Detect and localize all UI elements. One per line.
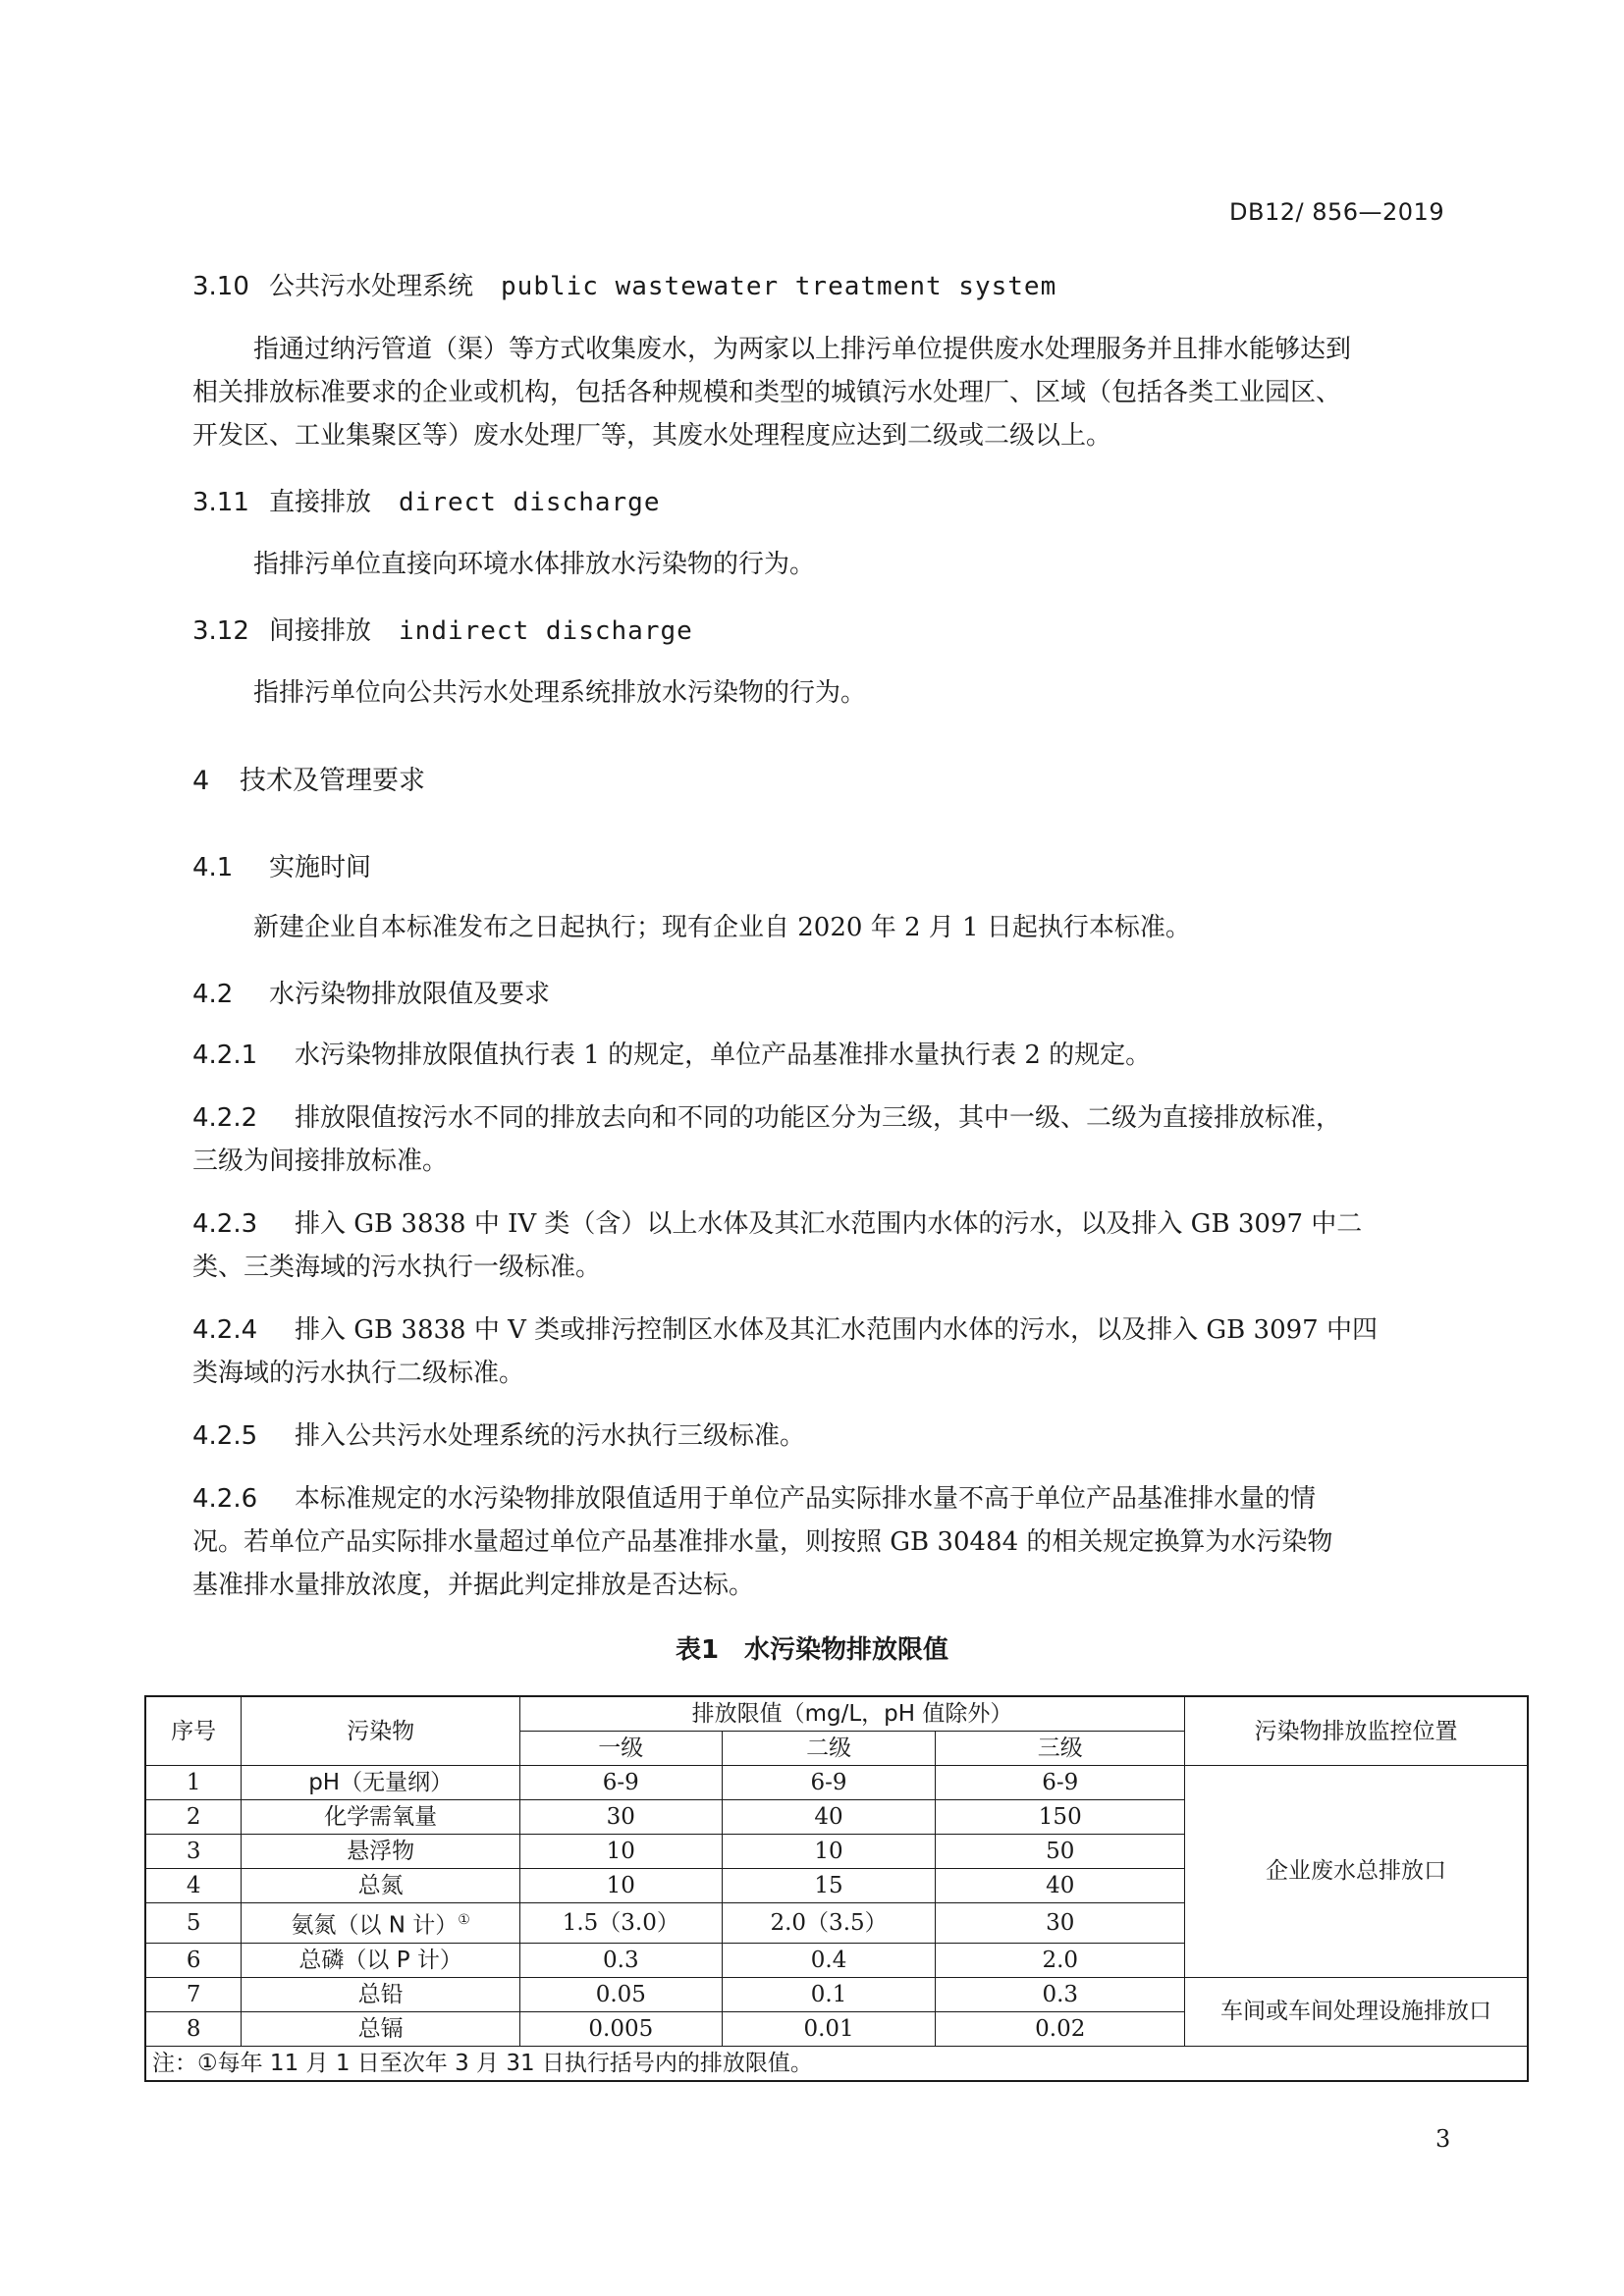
clause-4-2-4-line-2: 类海域的污水执行二级标准。 <box>192 1359 525 1388</box>
row-level-2: 10 <box>722 1835 936 1869</box>
row-level-2: 6-9 <box>722 1766 936 1800</box>
clause-4-2-1 <box>192 1034 1151 1077</box>
row-level-1: 1.5（3.0） <box>519 1903 722 1944</box>
header-level-2: 二级 <box>722 1732 936 1766</box>
section-number: 4.1 <box>192 853 234 882</box>
monitor-location-workshop-outlet: 车间或车间处理设施排放口 <box>1185 1977 1528 2046</box>
clause-4-2-6 <box>192 1477 1316 1521</box>
row-level-3: 50 <box>936 1835 1185 1869</box>
table-note: 注：①每年 11 月 1 日至次年 3 月 31 日执行括号内的排放限值。 <box>145 2046 1528 2081</box>
row-level-2: 40 <box>722 1800 936 1835</box>
row-level-2: 0.01 <box>722 2011 936 2046</box>
row-level-3: 2.0 <box>936 1943 1185 1977</box>
row-level-1: 10 <box>519 1835 722 1869</box>
clause-4-2-3-line-2: 类、三类海域的污水执行一级标准。 <box>192 1253 602 1282</box>
clause-number: 4.2.3 <box>192 1209 258 1239</box>
section-3-10-line-1: 指通过纳污管道（渠）等方式收集废水，为两家以上排污单位提供废水处理服务并且排水能够达到 <box>253 335 1352 364</box>
row-pollutant <box>242 1903 520 1944</box>
section-title-zh: 直接排放 <box>269 488 372 517</box>
header-monitor: 污染物排放监控位置 <box>1185 1696 1528 1766</box>
row-level-2: 15 <box>722 1869 936 1903</box>
clause-4-2-5 <box>192 1415 805 1458</box>
row-no: 1 <box>145 1766 242 1800</box>
page-number: 3 <box>1435 2125 1451 2153</box>
row-pollutant: 总镉 <box>242 2011 520 2046</box>
standard-code: DB12/ 856—2019 <box>1229 198 1445 226</box>
row-level-3: 0.02 <box>936 2011 1185 2046</box>
section-number: 4 <box>192 766 210 796</box>
clause-number: 4.2.2 <box>192 1103 258 1133</box>
row-no: 4 <box>145 1869 242 1903</box>
clause-4-2-6-line-3: 基准排水量排放浓度，并据此判定排放是否达标。 <box>192 1571 755 1600</box>
clause-4-2-3 <box>192 1202 1362 1246</box>
section-3-12-heading <box>192 611 693 647</box>
row-level-1: 30 <box>519 1800 722 1835</box>
header-no: 序号 <box>145 1696 242 1766</box>
row-pollutant: 总铅 <box>242 1977 520 2011</box>
row-level-3: 0.3 <box>936 1977 1185 2011</box>
section-title-en: public wastewater treatment system <box>501 272 1057 301</box>
table-1 <box>144 1695 1529 2082</box>
row-pollutant: 悬浮物 <box>242 1835 520 1869</box>
section-title: 水污染物排放限值及要求 <box>269 980 551 1009</box>
section-title: 实施时间 <box>269 853 372 882</box>
section-3-11-heading <box>192 482 660 518</box>
section-3-10-line-2: 相关排放标准要求的企业或机构，包括各种规模和类型的城镇污水处理厂、区域（包括各类工业园区、 <box>192 378 1342 407</box>
section-number: 3.11 <box>192 488 249 517</box>
clause-4-2-4 <box>192 1308 1378 1352</box>
section-3-11-text: 指排污单位直接向环境水体排放水污染物的行为。 <box>253 550 816 579</box>
section-3-12-text: 指排污单位向公共污水处理系统排放水污染物的行为。 <box>253 678 867 708</box>
clause-number: 4.2.4 <box>192 1315 258 1345</box>
row-no: 5 <box>145 1903 242 1944</box>
section-number: 3.12 <box>192 616 249 646</box>
row-level-3: 30 <box>936 1903 1185 1944</box>
monitor-location-total-outlet: 企业废水总排放口 <box>1185 1766 1528 1978</box>
table-header-row <box>145 1696 1528 1732</box>
row-pollutant: 总氮 <box>242 1869 520 1903</box>
clause-text: 排入公共污水处理系统的污水执行三级标准。 <box>295 1421 806 1451</box>
section-title-zh: 公共污水处理系统 <box>269 272 474 301</box>
clause-text: 本标准规定的水污染物排放限值适用于单位产品实际排水量不高于单位产品基准排水量的情 <box>295 1484 1317 1514</box>
row-level-1: 0.05 <box>519 1977 722 2011</box>
row-pollutant: 化学需氧量 <box>242 1800 520 1835</box>
row-pollutant: 总磷（以 P 计） <box>242 1943 520 1977</box>
clause-text: 排入 GB 3838 中 V 类或排污控制区水体及其汇水范围内水体的污水，以及排入 GB 3097 中四 <box>295 1315 1378 1345</box>
clause-4-2-6-line-2: 况。若单位产品实际排水量超过单位产品基准排水量，则按照 GB 30484 的相关规定换算为水污染物 <box>192 1527 1333 1557</box>
section-4-1-heading <box>192 847 371 883</box>
clause-4-2-2-line-2: 三级为间接排放标准。 <box>192 1147 449 1176</box>
section-title-en: indirect discharge <box>399 616 693 646</box>
section-4-heading <box>192 759 425 797</box>
clause-number: 4.2.6 <box>192 1484 258 1514</box>
header-level-1: 一级 <box>519 1732 722 1766</box>
section-3-10-heading <box>192 266 1056 302</box>
row-no: 8 <box>145 2011 242 2046</box>
table-note-row <box>145 2046 1528 2081</box>
footnote-marker: ① <box>458 1912 470 1928</box>
section-title: 技术及管理要求 <box>240 766 425 796</box>
section-4-1-text: 新建企业自本标准发布之日起执行；现有企业自 2020 年 2 月 1 日起执行本标准。 <box>253 913 1191 942</box>
section-3-10-line-3: 开发区、工业集聚区等）废水处理厂等，其废水处理程度应达到二级或二级以上。 <box>192 421 1112 451</box>
row-pollutant: pH（无量纲） <box>242 1766 520 1800</box>
table-row <box>145 1766 1528 1800</box>
row-level-2: 0.1 <box>722 1977 936 2011</box>
clause-4-2-2 <box>192 1096 1341 1140</box>
row-level-1: 0.005 <box>519 2011 722 2046</box>
row-level-2: 0.4 <box>722 1943 936 1977</box>
clause-number: 4.2.5 <box>192 1421 258 1451</box>
row-no: 7 <box>145 1977 242 2011</box>
row-level-3: 6-9 <box>936 1766 1185 1800</box>
pollutant-name: 氨氮（以 N 计） <box>291 1912 459 1939</box>
table-1-caption: 表1 水污染物排放限值 <box>675 1635 949 1665</box>
header-limits: 排放限值（mg/L，pH 值除外） <box>519 1696 1184 1732</box>
section-number: 4.2 <box>192 980 234 1009</box>
clause-number: 4.2.1 <box>192 1041 258 1070</box>
row-no: 6 <box>145 1943 242 1977</box>
row-level-3: 40 <box>936 1869 1185 1903</box>
section-number: 3.10 <box>192 272 249 301</box>
section-title-en: direct discharge <box>399 488 661 517</box>
section-title-zh: 间接排放 <box>269 616 372 646</box>
section-4-2-heading <box>192 974 550 1010</box>
clause-text: 水污染物排放限值执行表 1 的规定，单位产品基准排水量执行表 2 的规定。 <box>295 1041 1152 1070</box>
clause-text: 排放限值按污水不同的排放去向和不同的功能区分为三级，其中一级、二级为直接排放标准， <box>295 1103 1342 1133</box>
row-level-1: 0.3 <box>519 1943 722 1977</box>
clause-text: 排入 GB 3838 中 IV 类（含）以上水体及其汇水范围内水体的污水，以及排入 GB 3097 中二 <box>295 1209 1363 1239</box>
row-level-1: 6-9 <box>519 1766 722 1800</box>
header-level-3: 三级 <box>936 1732 1185 1766</box>
row-level-3: 150 <box>936 1800 1185 1835</box>
row-level-1: 10 <box>519 1869 722 1903</box>
header-pollutant: 污染物 <box>242 1696 520 1766</box>
table-row <box>145 1977 1528 2011</box>
row-no: 2 <box>145 1800 242 1835</box>
row-no: 3 <box>145 1835 242 1869</box>
row-level-2: 2.0（3.5） <box>722 1903 936 1944</box>
